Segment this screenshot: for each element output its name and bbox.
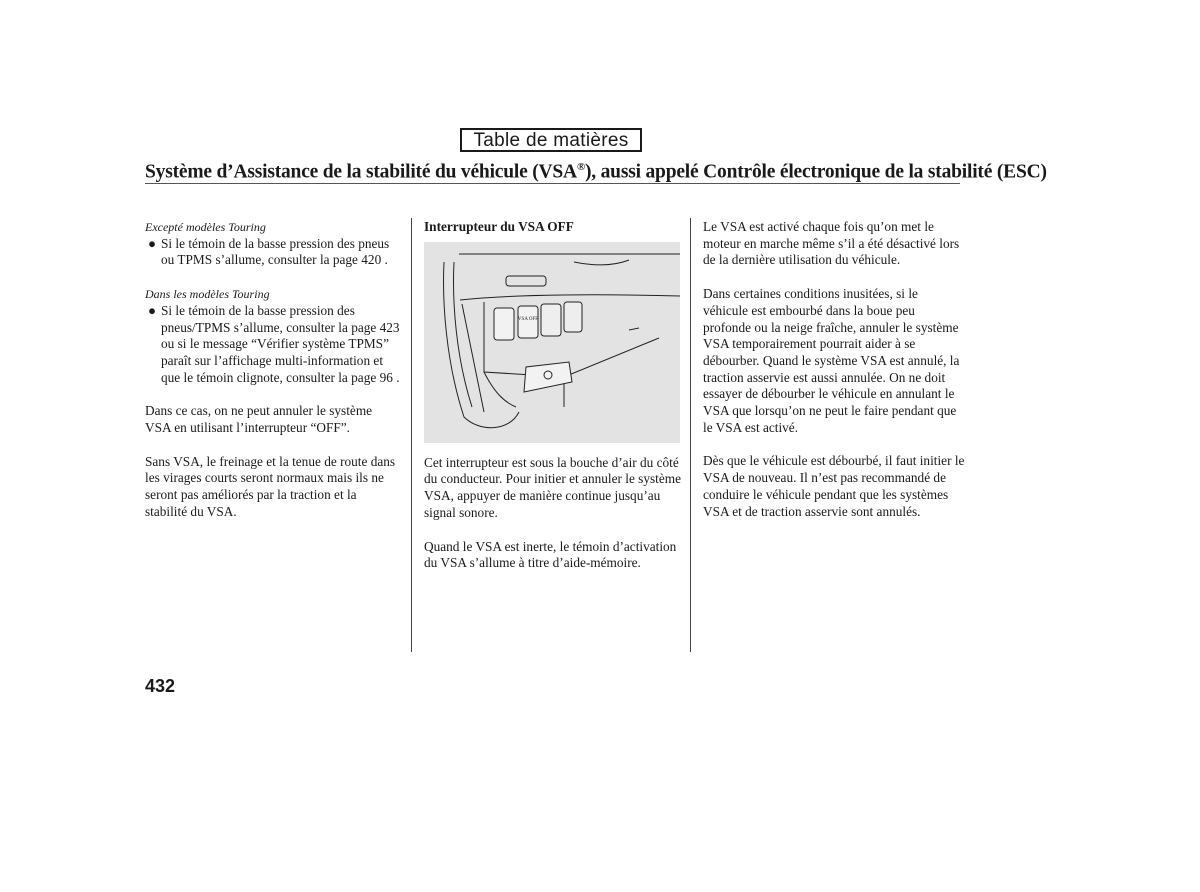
paragraph-without-vsa: Sans VSA, le freinage et la tenue de route dans les virages courts seront normaux mais ils ne seront pas améliorés par la traction et la stabilité du VSA.	[145, 453, 396, 519]
table-of-contents-button[interactable]: Table de matières	[460, 128, 642, 152]
paragraph-switch-location: Cet interrupteur est sous la bouche d’air du côté du conducteur. Pour initier et annuler le système VSA, appuyer de manière continue jusqu’au signal sonore.	[424, 454, 682, 520]
title-divider	[145, 183, 960, 184]
vsa-off-label: VSA OFF	[517, 316, 539, 322]
page-title-main: Système d’Assistance de la stabilité du véhicule (VSA	[145, 161, 577, 183]
condition-touring: Dans les modèles Touring	[145, 287, 270, 302]
bullet-icon: ●	[148, 302, 157, 318]
column-divider-1	[411, 218, 412, 652]
list-item-tpms-touring	[145, 303, 400, 387]
paragraph-stuck-vehicle: Dans certaines conditions inusitées, si le véhicule est embourbé dans la boue peu profonde ou la neige fraîche, annuler le système VSA temporairement pourrait aider à se débourber. Quand le système VSA est annulé, la traction asservie est aussi annulée. On ne doit essayer de débourber le véhicule en annulant le VSA que lorsqu’on ne peut le faire pendant que le VSA est activé.	[703, 286, 960, 435]
section-heading-vsa-off-switch: Interrupteur du VSA OFF	[424, 219, 574, 234]
column-right	[703, 219, 965, 520]
page-number: 432	[145, 676, 176, 696]
bullet-icon: ●	[148, 235, 157, 251]
vsa-off-switch-illustration	[424, 242, 680, 443]
list-item-tpms-non-touring	[145, 236, 400, 269]
paragraph-vsa-off-unavailable: Dans ce cas, on ne peut annuler le système VSA en utilisant l’interrupteur “OFF”.	[145, 403, 373, 436]
page-title-rest: ), aussi appelé Contrôle électronique de la stabilité (ESC)	[584, 161, 1047, 183]
column-middle	[424, 219, 684, 572]
condition-non-touring: Excepté modèles Touring	[145, 220, 266, 234]
dashboard-illustration	[424, 242, 680, 443]
paragraph-reactivate-vsa: Dès que le véhicule est débourbé, il faut initier le VSA de nouveau. Il n’est pas recommandé de conduire le véhicule pendant que les systèmes VSA et de traction asservie sont annulés.	[703, 453, 965, 519]
column-divider-2	[690, 218, 691, 652]
paragraph-vsa-activation: Le VSA est activé chaque fois qu’on met le moteur en marche même s’il a été désactivé lors de la dernière utilisation du véhicule.	[703, 219, 960, 268]
registered-mark: ®	[576, 161, 585, 173]
paragraph-vsa-indicator: Quand le VSA est inerte, le témoin d’activation du VSA s’allume à titre d’aide-mémoire.	[424, 538, 677, 571]
page-title	[145, 156, 1047, 184]
list-item-text: Si le témoin de la basse pression des pneus ou TPMS s’allume, consulter la page 420 .	[161, 235, 390, 268]
column-left	[145, 219, 400, 521]
list-item-text: Si le témoin de la basse pression des pneus/TPMS s’allume, consulter la page 423 ou si le message “Vérifier système TPMS” paraît sur l’affichage multi-information et que le témoin clignote, consulter la page 96 .	[161, 302, 400, 385]
